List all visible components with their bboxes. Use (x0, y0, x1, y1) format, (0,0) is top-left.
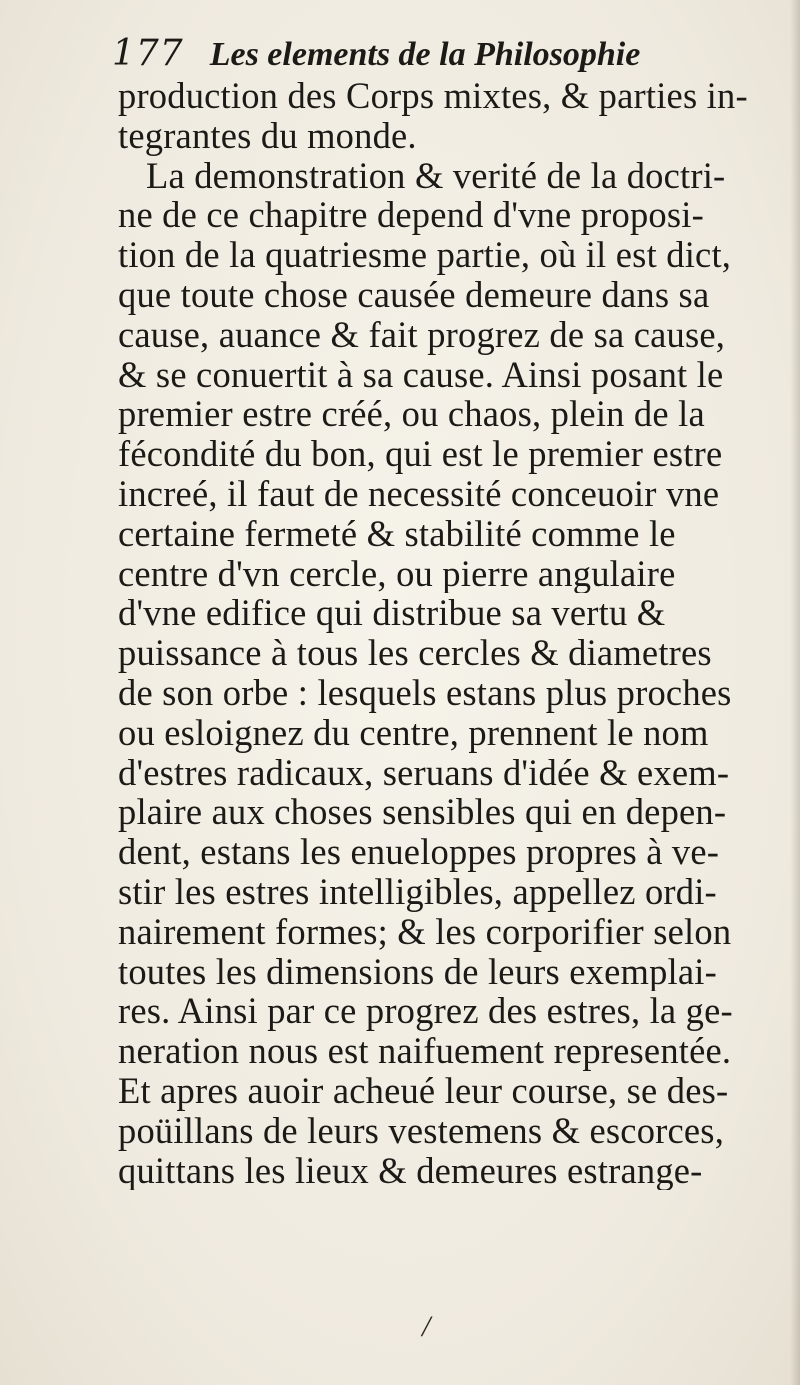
page-edge-shadow (790, 0, 800, 1385)
text-line: plaire aux choses sensibles qui en depen- (118, 792, 727, 833)
text-line: d'vne edifice qui distribue sa vertu & (118, 593, 666, 634)
text-line: stir les estres intelligibles, appellez ordi- (118, 871, 717, 912)
text-line: ou esloignez du centre, prennent le nom (118, 712, 709, 753)
text-line: de son orbe : lesquels estans plus proches (118, 672, 732, 713)
page-number: 177 (112, 33, 184, 74)
text-line: production des Corps mixtes, & parties in- (118, 76, 748, 116)
text-line: nairement formes; & les corporifier selon (118, 911, 732, 952)
text-line: puissance à tous les cercles & diametres (118, 633, 712, 673)
text-line: neration nous est naifuement representée. (118, 1031, 732, 1071)
text-line: cause, auance & fait progrez de sa cause, (118, 314, 726, 355)
text-line: tion de la quatriesme partie, où il est dict, (118, 235, 732, 275)
text-line: Et apres auoir acheué leur course, se des- (118, 1070, 729, 1111)
text-line: & se conuertit à sa cause. Ainsi posant le (118, 354, 724, 395)
text-line: quittans les lieux & demeures estrange- (118, 1150, 703, 1191)
text-line: dent, estans les enueloppes propres à ve- (118, 832, 720, 872)
text-line: res. Ainsi par ce progrez des estres, la ge- (118, 991, 733, 1032)
text-line: premier estre créé, ou chaos, plein de la (118, 394, 705, 435)
text-line: centre d'vn cercle, ou pierre angulaire (118, 553, 676, 594)
running-title: Les elements de la Philosophie (209, 36, 641, 73)
text-line: ne de ce chapitre depend d'vne proposi- (118, 195, 704, 236)
text-line: tegrantes du monde. (118, 115, 417, 156)
text-line: d'estres radicaux, seruans d'idée & exem- (118, 752, 730, 793)
signature-mark: / (422, 1310, 431, 1343)
text-line: fécondité du bon, qui est le premier estre (118, 434, 723, 474)
text-line: toutes les dimensions de leurs exemplai- (118, 951, 717, 992)
text-line: certaine fermeté & stabilité comme le (118, 513, 676, 554)
text-line: increé, il faut de necessité conceuoir vne (118, 473, 720, 514)
text-line: La demonstration & verité de la doctri- (118, 155, 726, 196)
page-header (112, 12, 640, 72)
text-line: que toute chose causée demeure dans sa (118, 274, 710, 315)
body-text (118, 76, 790, 1190)
text-line: poüillans de leurs vestemens & escorces, (118, 1110, 725, 1151)
